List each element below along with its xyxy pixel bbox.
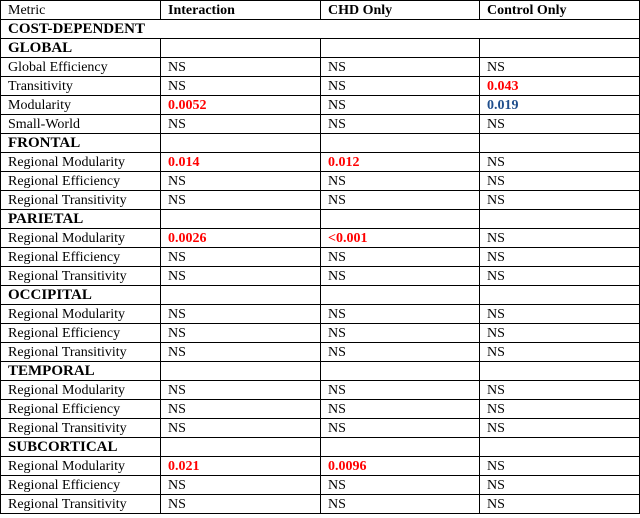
control-only-cell: NS [480, 400, 640, 419]
metric-cell: Regional Modularity [1, 381, 161, 400]
section-label: SUBCORTICAL [1, 438, 161, 457]
metric-cell: Small-World [1, 115, 161, 134]
empty-cell [321, 438, 480, 457]
chd-only-cell: NS [321, 476, 480, 495]
banner-row [1, 20, 640, 39]
table-row [1, 153, 640, 172]
control-only-cell: NS [480, 115, 640, 134]
control-only-cell: NS [480, 381, 640, 400]
table-row [1, 172, 640, 191]
metric-cell: Regional Transitivity [1, 191, 161, 210]
control-only-cell: NS [480, 191, 640, 210]
chd-only-cell: NS [321, 267, 480, 286]
table-header [1, 1, 640, 20]
section-row [1, 39, 640, 58]
control-only-cell: NS [480, 457, 640, 476]
interaction-cell: NS [161, 400, 321, 419]
empty-cell [321, 210, 480, 229]
chd-only-cell: NS [321, 324, 480, 343]
chd-only-cell: NS [321, 305, 480, 324]
chd-only-cell: NS [321, 495, 480, 514]
table-row [1, 381, 640, 400]
chd-only-cell: NS [321, 191, 480, 210]
control-only-cell: NS [480, 248, 640, 267]
table-body [1, 20, 640, 514]
table-row [1, 476, 640, 495]
metric-cell: Regional Efficiency [1, 172, 161, 191]
empty-cell [321, 134, 480, 153]
chd-only-cell: NS [321, 419, 480, 438]
empty-cell [161, 286, 321, 305]
chd-only-cell: NS [321, 115, 480, 134]
table-row [1, 324, 640, 343]
interaction-cell: NS [161, 381, 321, 400]
empty-cell [321, 39, 480, 58]
control-only-cell: NS [480, 343, 640, 362]
empty-cell [161, 438, 321, 457]
metric-cell: Regional Efficiency [1, 400, 161, 419]
header-chd-only: CHD Only [321, 1, 480, 20]
interaction-cell: NS [161, 305, 321, 324]
empty-cell [161, 134, 321, 153]
empty-cell [480, 286, 640, 305]
interaction-cell: NS [161, 191, 321, 210]
section-label: TEMPORAL [1, 362, 161, 381]
interaction-cell: NS [161, 495, 321, 514]
metric-cell: Regional Transitivity [1, 267, 161, 286]
empty-cell [480, 362, 640, 381]
table-row [1, 248, 640, 267]
empty-cell [480, 210, 640, 229]
control-only-cell: NS [480, 305, 640, 324]
interaction-cell: NS [161, 172, 321, 191]
empty-cell [480, 39, 640, 58]
interaction-cell: NS [161, 343, 321, 362]
metric-cell: Modularity [1, 96, 161, 115]
chd-only-cell: 0.0096 [321, 457, 480, 476]
interaction-cell: 0.021 [161, 457, 321, 476]
control-only-cell: 0.019 [480, 96, 640, 115]
control-only-cell: NS [480, 172, 640, 191]
chd-only-cell: NS [321, 381, 480, 400]
section-row [1, 210, 640, 229]
chd-only-cell: 0.012 [321, 153, 480, 172]
metric-cell: Global Efficiency [1, 58, 161, 77]
interaction-cell: 0.0026 [161, 229, 321, 248]
table-row [1, 457, 640, 476]
section-label: OCCIPITAL [1, 286, 161, 305]
metric-cell: Regional Modularity [1, 305, 161, 324]
banner-label: COST-DEPENDENT [1, 20, 640, 39]
chd-only-cell: NS [321, 400, 480, 419]
metric-cell: Transitivity [1, 77, 161, 96]
control-only-cell: 0.043 [480, 77, 640, 96]
chd-only-cell: NS [321, 343, 480, 362]
metric-cell: Regional Transitivity [1, 495, 161, 514]
chd-only-cell: NS [321, 172, 480, 191]
table-row [1, 115, 640, 134]
table-row [1, 400, 640, 419]
header-control-only: Control Only [480, 1, 640, 20]
interaction-cell: NS [161, 115, 321, 134]
control-only-cell: NS [480, 495, 640, 514]
metric-cell: Regional Modularity [1, 229, 161, 248]
interaction-cell: NS [161, 77, 321, 96]
empty-cell [321, 286, 480, 305]
table-row [1, 419, 640, 438]
control-only-cell: NS [480, 229, 640, 248]
table-row [1, 343, 640, 362]
control-only-cell: NS [480, 324, 640, 343]
table-row [1, 58, 640, 77]
empty-cell [480, 134, 640, 153]
header-metric: Metric [1, 1, 161, 20]
metric-cell: Regional Efficiency [1, 476, 161, 495]
section-row [1, 286, 640, 305]
table-row [1, 77, 640, 96]
metric-cell: Regional Modularity [1, 457, 161, 476]
interaction-cell: NS [161, 58, 321, 77]
interaction-cell: NS [161, 476, 321, 495]
table-row [1, 229, 640, 248]
chd-only-cell: NS [321, 96, 480, 115]
table-row [1, 267, 640, 286]
empty-cell [321, 362, 480, 381]
interaction-cell: 0.014 [161, 153, 321, 172]
empty-cell [480, 438, 640, 457]
interaction-cell: NS [161, 324, 321, 343]
metric-cell: Regional Transitivity [1, 419, 161, 438]
chd-only-cell: <0.001 [321, 229, 480, 248]
empty-cell [161, 210, 321, 229]
control-only-cell: NS [480, 419, 640, 438]
header-interaction: Interaction [161, 1, 321, 20]
metric-cell: Regional Modularity [1, 153, 161, 172]
metric-cell: Regional Transitivity [1, 343, 161, 362]
control-only-cell: NS [480, 153, 640, 172]
header-row [1, 1, 640, 20]
section-row [1, 438, 640, 457]
control-only-cell: NS [480, 476, 640, 495]
table-row [1, 96, 640, 115]
empty-cell [161, 39, 321, 58]
interaction-cell: NS [161, 248, 321, 267]
chd-only-cell: NS [321, 58, 480, 77]
metric-cell: Regional Efficiency [1, 324, 161, 343]
interaction-cell: NS [161, 267, 321, 286]
metric-cell: Regional Efficiency [1, 248, 161, 267]
section-row [1, 134, 640, 153]
chd-only-cell: NS [321, 77, 480, 96]
chd-only-cell: NS [321, 248, 480, 267]
table-row [1, 305, 640, 324]
section-label: GLOBAL [1, 39, 161, 58]
table-row [1, 191, 640, 210]
interaction-cell: 0.0052 [161, 96, 321, 115]
section-label: FRONTAL [1, 134, 161, 153]
table-row [1, 495, 640, 514]
control-only-cell: NS [480, 267, 640, 286]
control-only-cell: NS [480, 58, 640, 77]
section-row [1, 362, 640, 381]
interaction-cell: NS [161, 419, 321, 438]
empty-cell [161, 362, 321, 381]
section-label: PARIETAL [1, 210, 161, 229]
